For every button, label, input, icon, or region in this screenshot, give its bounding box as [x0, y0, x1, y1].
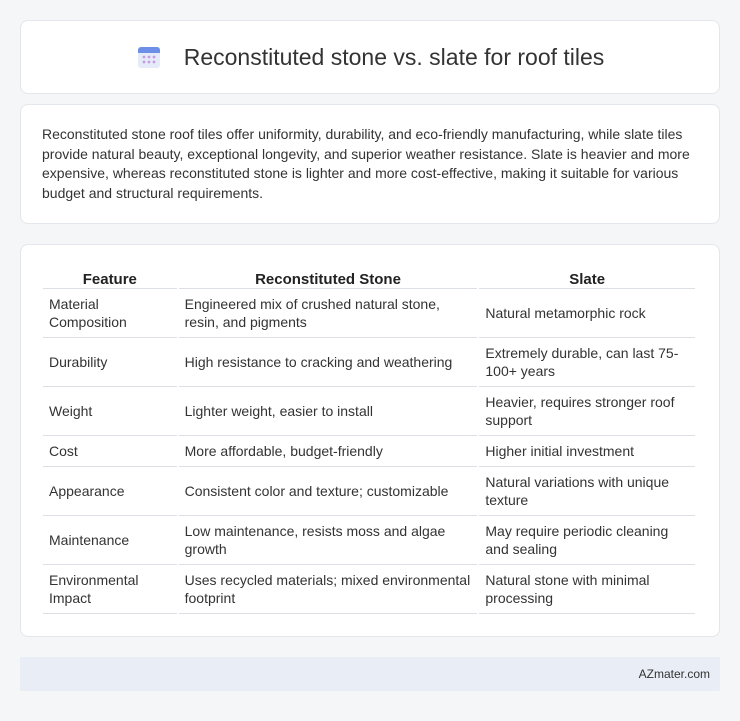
slate-cell: Natural metamorphic rock [479, 289, 695, 338]
table-row [43, 565, 695, 614]
feature-cell: Maintenance [43, 516, 177, 565]
reconstituted-stone-cell: Uses recycled materials; mixed environmental footprint [179, 565, 478, 614]
comparison-table [41, 267, 697, 614]
slate-cell: Natural variations with unique texture [479, 467, 695, 516]
slate-cell: May require periodic cleaning and sealing [479, 516, 695, 565]
table-header-row [43, 267, 695, 289]
comparison-table-card [20, 244, 720, 637]
column-header-slate: Slate [479, 267, 695, 289]
slate-cell: Higher initial investment [479, 436, 695, 467]
reconstituted-stone-cell: Low maintenance, resists moss and algae growth [179, 516, 478, 565]
table-row [43, 387, 695, 436]
reconstituted-stone-cell: Engineered mix of crushed natural stone, resin, and pigments [179, 289, 478, 338]
feature-cell: Durability [43, 338, 177, 387]
calendar-icon [136, 44, 162, 70]
table-row [43, 436, 695, 467]
footer-brand: AZmater.com [638, 667, 710, 681]
summary-card [20, 104, 720, 224]
feature-cell: Material Composition [43, 289, 177, 338]
reconstituted-stone-cell: Lighter weight, easier to install [179, 387, 478, 436]
feature-cell: Appearance [43, 467, 177, 516]
reconstituted-stone-cell: Consistent color and texture; customizable [179, 467, 478, 516]
table-row [43, 516, 695, 565]
table-row [43, 467, 695, 516]
reconstituted-stone-cell: High resistance to cracking and weathering [179, 338, 478, 387]
summary-text: Reconstituted stone roof tiles offer uniformity, durability, and eco-friendly manufacturing, while slate tiles provide natural beauty, exceptional longevity, and superior weather resistance. Slate is heavier and more expensive, whereas reconstituted stone is lighter and more cost-effective, making it suitable for various budget and structural requirements. [42, 126, 690, 201]
column-header-reconstituted-stone: Reconstituted Stone [179, 267, 478, 289]
table-row [43, 289, 695, 338]
title-card [20, 20, 720, 94]
feature-cell: Cost [43, 436, 177, 467]
feature-cell: Environmental Impact [43, 565, 177, 614]
slate-cell: Natural stone with minimal processing [479, 565, 695, 614]
feature-cell: Weight [43, 387, 177, 436]
slate-cell: Extremely durable, can last 75-100+ years [479, 338, 695, 387]
column-header-feature: Feature [43, 267, 177, 289]
reconstituted-stone-cell: More affordable, budget-friendly [179, 436, 478, 467]
page-title: Reconstituted stone vs. slate for roof tiles [183, 43, 605, 70]
slate-cell: Heavier, requires stronger roof support [479, 387, 695, 436]
footer [20, 657, 720, 691]
table-row [43, 338, 695, 387]
